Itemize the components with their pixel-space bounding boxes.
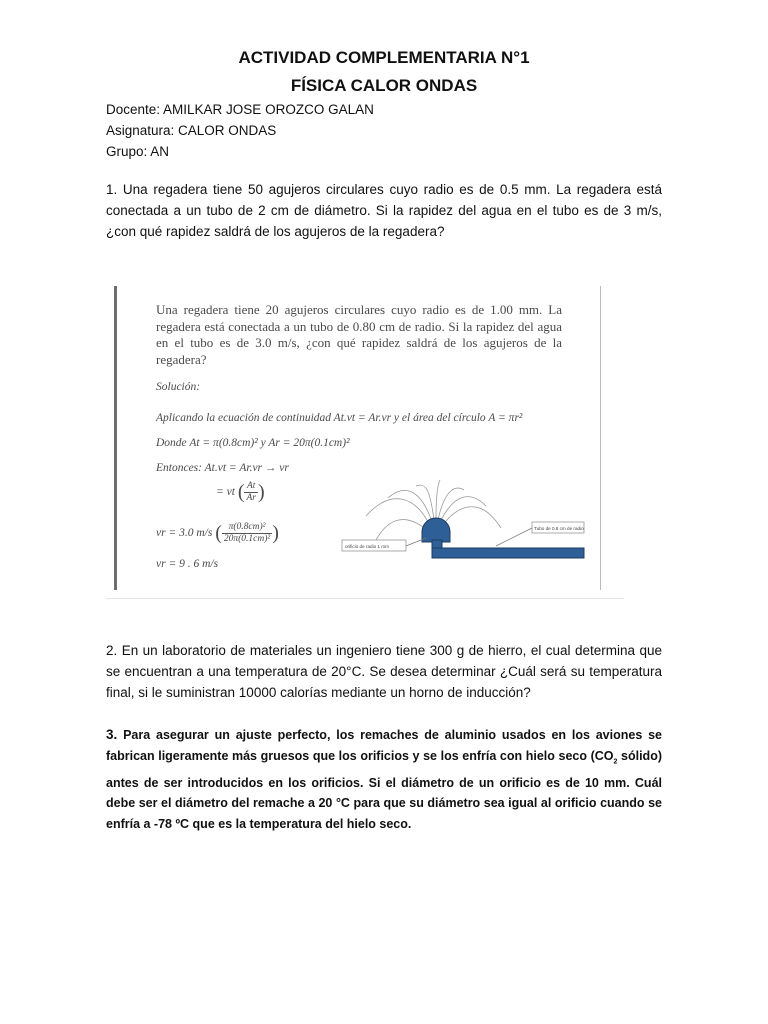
- example-donde: Donde At = π(0.8cm)² y Ar = 20π(0.1cm)²: [156, 437, 350, 449]
- sprinkler-head: [422, 518, 450, 542]
- vr-prefix: vr = 3.0 m/s: [156, 527, 213, 540]
- ratio-denominator: Ar: [246, 493, 256, 503]
- question-3-number: 3.: [106, 727, 118, 742]
- question-1: [106, 179, 662, 242]
- example-result: vr = 9 . 6 m/s: [156, 558, 219, 570]
- example-continuity: Aplicando la ecuación de continuidad At.vt = Ar.vr y el área del círculo A = πr²: [156, 412, 523, 424]
- question-3-text-a: Para asegurar un ajuste perfecto, los remaches de aluminio usados en los aviones se fabrican ligeramente más gruesos que los orificios y se los enfría con hielo seco (CO: [106, 728, 662, 763]
- sprinkler-diagram: [336, 476, 586, 576]
- vr-denominator: 20π(0.1cm)²: [223, 534, 271, 544]
- tubo-label-leader: [496, 528, 532, 546]
- image-right-border: [600, 286, 601, 590]
- question-1-number: 1.: [106, 182, 118, 197]
- example-entonces: Entonces: At.vt = Ar.vr → vr: [156, 462, 289, 474]
- ratio-eq-left: = vt: [216, 486, 235, 499]
- asignatura-line: Asignatura: CALOR ONDAS: [106, 123, 277, 138]
- vr-numerator: π(0.8cm)²: [222, 522, 272, 534]
- docente-line: Docente: AMILKAR JOSE OROZCO GALAN: [106, 102, 374, 117]
- tubo-label: Tubo de 0.8 cm de radio: [534, 526, 584, 531]
- question-3: [106, 725, 662, 834]
- example-statement: Una regadera tiene 20 agujeros circulares cuyo radio es de 1.00 mm. La regadera está conectada a un tubo de 0.80 cm de radio. Si la rapidez del agua en el tubo es de 3.0 m/s, ¿con qué rapidez saldrá de los agujeros de la regadera?: [156, 302, 562, 367]
- grupo-line: Grupo: AN: [106, 144, 170, 159]
- question-1-text: Una regadera tiene 50 agujeros circulares cuyo radio es de 0.5 mm. La regadera está conectada a un tubo de 2 cm de diámetro. Si la rapidez del agua en el tubo es de 3 m/s, ¿con qué rapidez saldrá de los agujeros de la regadera?: [106, 182, 662, 239]
- document-subtitle: FÍSICA CALOR ONDAS: [290, 76, 478, 95]
- ratio-numerator: At: [244, 481, 258, 493]
- question-2-number: 2.: [106, 643, 118, 658]
- question-3-text-b: sólido) antes de ser introducidos en los orificios. Si el diámetro de un orificio es de 10 mm. Cuál debe ser el diámetro del remache a 20 °C para que su diámetro sea igual al orificio cuando se enfría a -78 ºC que es la temperatura del hielo seco.: [106, 748, 662, 831]
- image-left-border: [114, 286, 117, 590]
- question-2: [106, 640, 662, 703]
- document-title: ACTIVIDAD COMPLEMENTARIA N°1: [238, 48, 530, 67]
- water-pipe: [432, 548, 584, 558]
- example-ratio-equation: = vt ( $\frac{At}{Ar}$ ): [216, 481, 265, 503]
- example-solucion: Solución:: [156, 381, 201, 393]
- co2-subscript: 2: [613, 758, 618, 765]
- orificio-label: orificio de radio 1 mm: [345, 544, 389, 549]
- example-vr-equation: vr = 3.0 m/s ( $\frac{\text{π(0.8cm)²}}{\text{20π(0.1cm)²}}$ ): [156, 522, 279, 544]
- worked-example-image: [106, 286, 624, 599]
- question-2-text: En un laboratorio de materiales un ingeniero tiene 300 g de hierro, el cual determina que se encuentran a una temperatura de 20°C. Se desea determinar ¿Cuál será su temperatura final, si le suministran 10000 calorías mediante un horno de inducción?: [106, 643, 662, 700]
